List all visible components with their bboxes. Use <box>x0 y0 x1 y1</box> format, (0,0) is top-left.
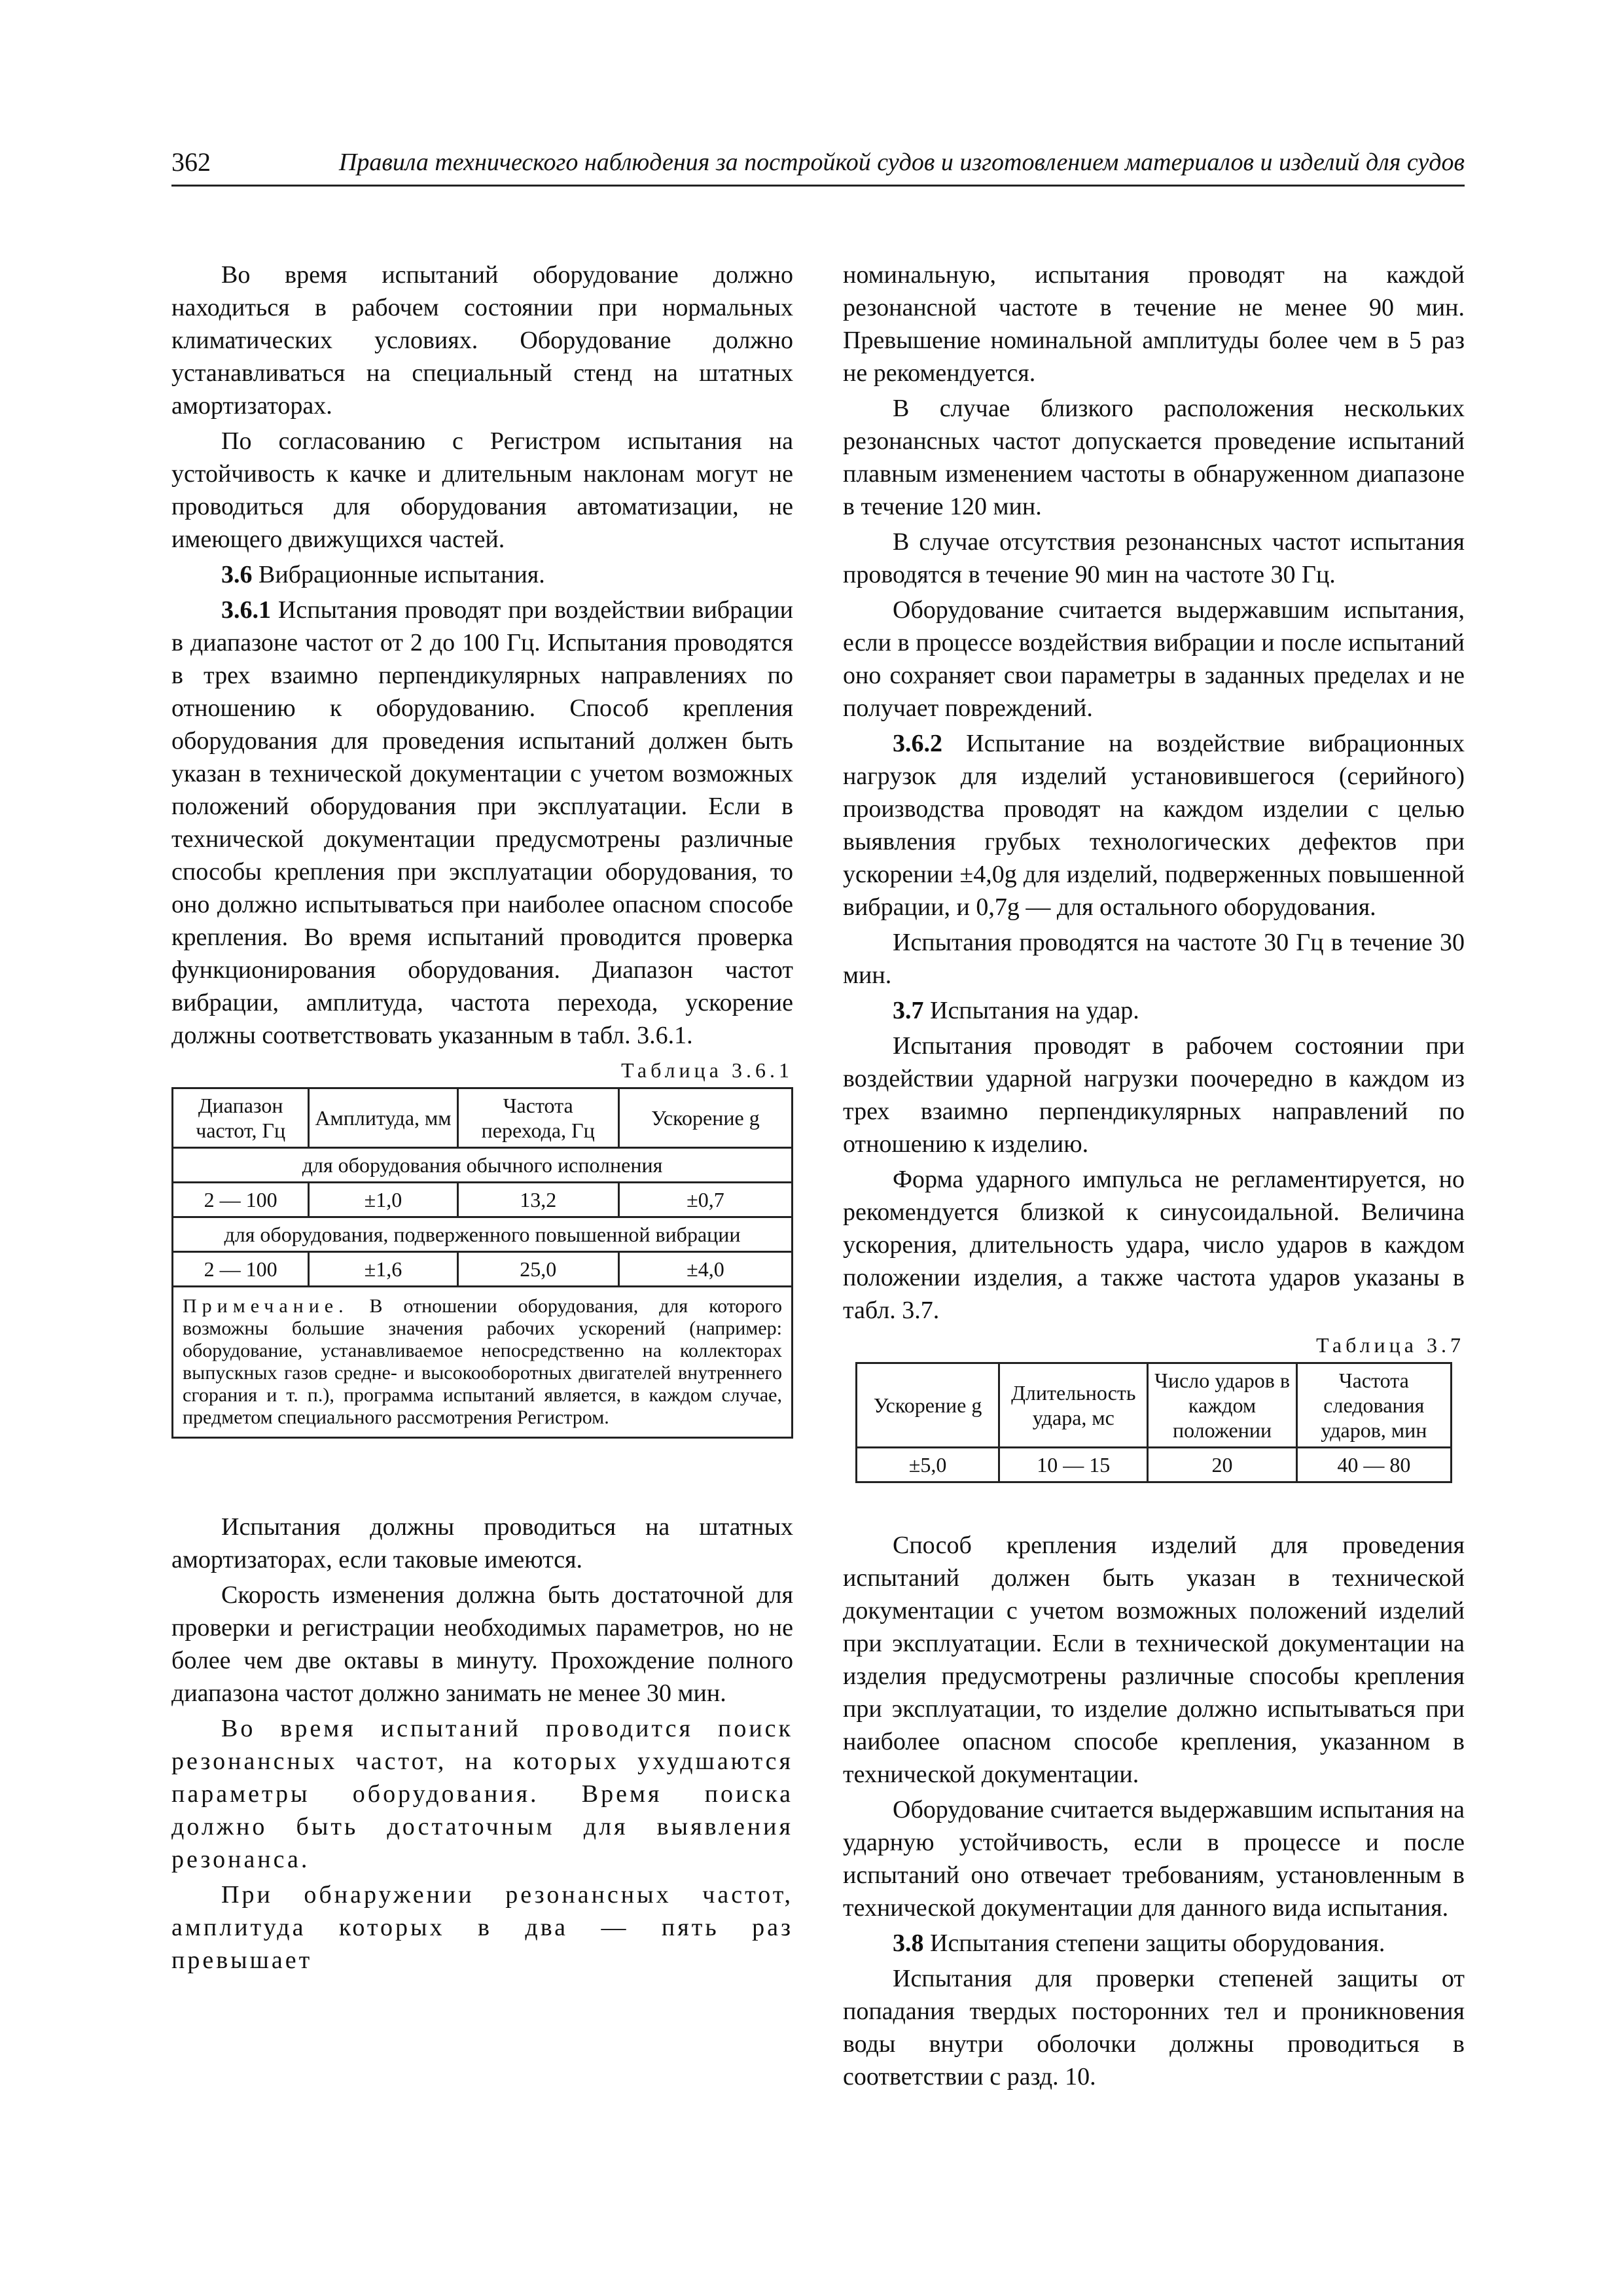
table-row <box>173 1252 793 1287</box>
section-number: 3.6.1 <box>221 596 271 624</box>
table-header: Амплитуда, мм <box>309 1088 457 1148</box>
paragraph: Форма ударного импульса не регламентируется, но рекомендуется близкой к синусоидальной. Величина ускорения, длительность удара, число ударов в каждом положении изделия, а также частота ударов указаны в табл. 3.7. <box>843 1166 1465 1324</box>
section-3-6 <box>171 558 793 591</box>
paragraph: По согласованию с Регистром испытания на устойчивость к качке и длительным наклонам могут не проводиться для оборудования автоматизации, не имеющего движущихся частей. <box>171 427 793 553</box>
paragraph: номинальную, испытания проводят на каждой резонансной частоте в течение не менее 90 мин. Превышение номинальной амплитуды более чем в 5 раз не рекомендуется. <box>843 261 1465 387</box>
page-number: 362 <box>171 147 211 177</box>
section-title: Испытания на удар. <box>923 997 1139 1024</box>
paragraph: Испытания должны проводиться на штатных амортизаторах, если таковые имеются. <box>171 1513 793 1573</box>
paragraph: Оборудование считается выдержавшим испытания, если в процессе воздействия вибрации и после испытаний оно сохраняет свои параметры в заданных пределах и не получает повреждений. <box>843 596 1465 722</box>
section-number: 3.6.2 <box>893 730 942 757</box>
table-cell: ±0,7 <box>618 1183 792 1217</box>
spacer <box>171 1439 793 1511</box>
section-3-7 <box>843 994 1465 1027</box>
paragraph: Испытания для проверки степеней защиты от попадания твердых посторонних тел и проникновения воды внутри оболочки должны проводиться в соответствии с разд. 10. <box>843 1965 1465 2090</box>
left-column <box>171 259 793 1979</box>
table-cell: 2 — 100 <box>173 1252 309 1287</box>
table-group-label: для оборудования обычного исполнения <box>173 1148 793 1183</box>
table-header-row <box>173 1088 793 1148</box>
table-header: Ускорение g <box>857 1363 999 1448</box>
table-cell: ±5,0 <box>857 1448 999 1482</box>
paragraph: Способ крепления изделий для проведения испытаний должен быть указан в технической документации с учетом возможных положений изделий при эксплуатации. Если в технической документации на изделия предусмотрены различные способы крепления при эксплуатации, то изделие должно испытываться при наиболее опасном способе крепления, указанном в технической документации. <box>843 1532 1465 1788</box>
table-header: Длительность удара, мс <box>999 1363 1148 1448</box>
note-title: Примечание. <box>183 1295 349 1317</box>
paragraph: В случае отсутствия резонансных частот испытания проводятся в течение 90 мин на частоте 30 Гц. <box>843 528 1465 588</box>
paragraph: В случае близкого расположения нескольких резонансных частот допускается проведение испытаний плавным изменением частоты в обнаруженном диапазоне в течение 120 мин. <box>843 395 1465 520</box>
table-cell: ±4,0 <box>618 1252 792 1287</box>
table-header: Ускорение g <box>618 1088 792 1148</box>
table-header: Число ударов в каждом положении <box>1148 1363 1296 1448</box>
paragraph: Оборудование считается выдержавшим испытания на ударную устойчивость, если в процессе и после испытаний оно отвечает требованиям, установленным в технической документации для данного вида испытания. <box>843 1796 1465 1922</box>
table-row <box>173 1183 793 1217</box>
table-cell: ±1,0 <box>309 1183 457 1217</box>
paragraph: Испытания проводят в рабочем состоянии при воздействии ударной нагрузки поочередно в каждом из трех взаимно перпендикулярных направлений по отношению к изделию. <box>843 1032 1465 1158</box>
section-number: 3.8 <box>893 1929 924 1957</box>
page-header <box>171 145 1465 187</box>
section-3-6-1 <box>171 594 793 1052</box>
paragraph: Во время испытаний оборудование должно находиться в рабочем состоянии при нормальных климатических условиях. Оборудование должно устанавливаться на специальный стенд на штатных амортизаторах. <box>171 261 793 420</box>
section-3-6-2 <box>843 727 1465 924</box>
table-cell: 25,0 <box>457 1252 618 1287</box>
vibration-table <box>171 1087 793 1439</box>
table-caption: Таблица 3.7 <box>1316 1333 1465 1357</box>
table-group-row <box>173 1148 793 1183</box>
table-cell: 40 — 80 <box>1296 1448 1451 1482</box>
paragraph: Скорость изменения должна быть достаточной для проверки и регистрации необходимых параметров, но не более чем две октавы в минуту. Прохождение полного диапазона частот должно занимать не менее 30 мин. <box>171 1581 793 1707</box>
section-number: 3.7 <box>893 997 924 1024</box>
table-cell: 2 — 100 <box>173 1183 309 1217</box>
section-text: Испытание на воздействие вибрационных нагрузок для изделий установившегося (серийного) производства проводят на каждом изделии с целью выявления грубых технологических дефектов при ускорении ±4,0g для изделий, подверженных повышенной вибрации, и 0,7g — для остального оборудования. <box>843 730 1465 921</box>
paragraph: При обнаружении резонансных частот, амплитуда которых в два — пять раз превышает <box>171 1881 793 1974</box>
note-text: В отношении оборудования, для которого возможны большие значения рабочих ускорений (например: оборудование, устанавливаемое непосредственно на коллекторах выпускных газов средне- и высокооборотных двигателей внутреннего сгорания и т. п.), программа испытаний является, в каждом случае, предметом специального рассмотрения Регистром. <box>183 1295 782 1428</box>
table-group-label: для оборудования, подверженного повышенной вибрации <box>173 1217 793 1252</box>
section-number: 3.6 <box>221 561 253 588</box>
table-note <box>173 1287 793 1438</box>
paragraph: Испытания проводятся на частоте 30 Гц в течение 30 мин. <box>843 929 1465 989</box>
table-row <box>857 1448 1452 1482</box>
paragraph: Во время испытаний проводится поиск резонансных частот, на которых ухудшаются параметры оборудования. Время поиска должно быть достаточным для выявления резонанса. <box>171 1715 793 1873</box>
table-cell: ±1,6 <box>309 1252 457 1287</box>
section-text: Испытания проводят при воздействии вибрации в диапазоне частот от 2 до 100 Гц. Испытания проводятся в трех взаимно перпендикулярных направлениях по отношению к оборудованию. Способ крепления оборудования для проведения испытаний должен быть указан в технической документации с учетом возможных положений оборудования при эксплуатации. Если в технической документации предусмотрены различные способы крепления при эксплуатации оборудования, то оно должно испытываться при наиболее опасном способе крепления. Во время испытаний проводится проверка функционирования оборудования. Диапазон частот вибрации, амплитуда, частота перехода, ускорение должны соответствовать указанным в табл. 3.6.1. <box>171 596 793 1049</box>
table-header: Диапазон частот, Гц <box>173 1088 309 1148</box>
table-header: Частота перехода, Гц <box>457 1088 618 1148</box>
table-group-row <box>173 1217 793 1252</box>
running-title: Правила технического наблюдения за постройкой судов и изготовлением материалов и изделий для судов <box>338 149 1465 176</box>
table-note-row <box>173 1287 793 1438</box>
section-3-8 <box>843 1927 1465 1960</box>
table-cell: 20 <box>1148 1448 1296 1482</box>
table-cell: 13,2 <box>457 1183 618 1217</box>
section-title: Испытания степени защиты оборудования. <box>923 1929 1385 1957</box>
table-caption: Таблица 3.6.1 <box>621 1058 793 1082</box>
shock-table <box>855 1362 1452 1483</box>
section-title: Вибрационные испытания. <box>252 561 545 588</box>
table-header: Частота следования ударов, мин <box>1296 1363 1451 1448</box>
table-header-row <box>857 1363 1452 1448</box>
spacer <box>843 1483 1465 1529</box>
right-column <box>843 259 1465 2096</box>
table-cell: 10 — 15 <box>999 1448 1148 1482</box>
